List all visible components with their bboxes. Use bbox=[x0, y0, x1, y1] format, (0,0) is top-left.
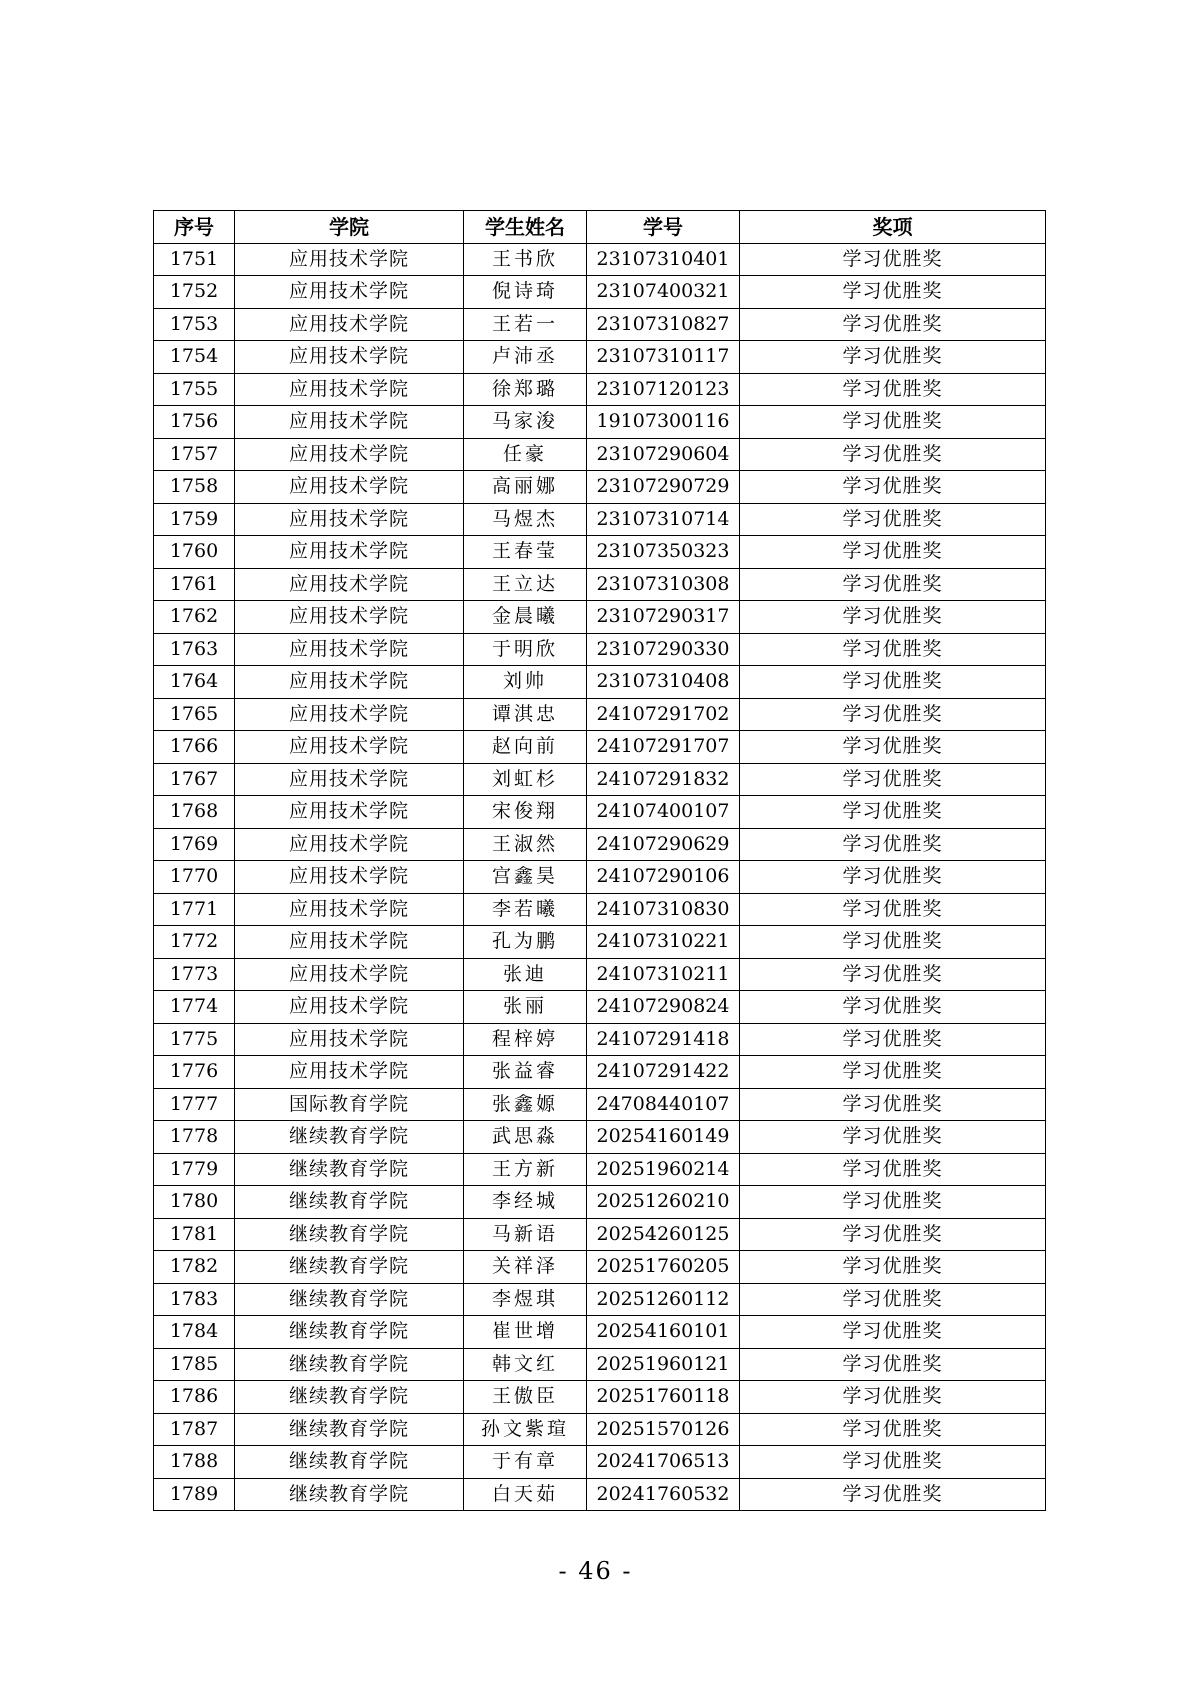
award-cell: 学习优胜奖 bbox=[740, 1251, 1046, 1284]
college-cell: 继续教育学院 bbox=[235, 1446, 464, 1479]
name-cell: 刘帅 bbox=[464, 666, 587, 699]
index-cell: 1783 bbox=[154, 1283, 235, 1316]
table-row bbox=[154, 1316, 1046, 1349]
award-cell: 学习优胜奖 bbox=[740, 406, 1046, 439]
college-cell: 应用技术学院 bbox=[235, 666, 464, 699]
student-id-cell: 20254160149 bbox=[587, 1121, 740, 1154]
table-row bbox=[154, 308, 1046, 341]
college-cell: 继续教育学院 bbox=[235, 1413, 464, 1446]
header-award: 奖项 bbox=[740, 211, 1046, 244]
student-id-cell: 23107290317 bbox=[587, 601, 740, 634]
award-cell: 学习优胜奖 bbox=[740, 276, 1046, 309]
student-id-cell: 24708440107 bbox=[587, 1088, 740, 1121]
table-row bbox=[154, 666, 1046, 699]
name-cell: 关祥泽 bbox=[464, 1251, 587, 1284]
student-id-cell: 23107310117 bbox=[587, 341, 740, 374]
college-cell: 继续教育学院 bbox=[235, 1186, 464, 1219]
college-cell: 继续教育学院 bbox=[235, 1218, 464, 1251]
college-cell: 应用技术学院 bbox=[235, 243, 464, 276]
award-cell: 学习优胜奖 bbox=[740, 731, 1046, 764]
student-id-cell: 23107310714 bbox=[587, 503, 740, 536]
index-cell: 1782 bbox=[154, 1251, 235, 1284]
college-cell: 应用技术学院 bbox=[235, 373, 464, 406]
award-cell: 学习优胜奖 bbox=[740, 503, 1046, 536]
table-row bbox=[154, 861, 1046, 894]
table-row bbox=[154, 926, 1046, 959]
student-id-cell: 23107290330 bbox=[587, 633, 740, 666]
college-cell: 应用技术学院 bbox=[235, 1056, 464, 1089]
student-id-cell: 20241706513 bbox=[587, 1446, 740, 1479]
award-cell: 学习优胜奖 bbox=[740, 1381, 1046, 1414]
student-id-cell: 20251760118 bbox=[587, 1381, 740, 1414]
student-id-cell: 24107290629 bbox=[587, 828, 740, 861]
college-cell: 应用技术学院 bbox=[235, 308, 464, 341]
college-cell: 国际教育学院 bbox=[235, 1088, 464, 1121]
header-student-id: 学号 bbox=[587, 211, 740, 244]
name-cell: 程梓婷 bbox=[464, 1023, 587, 1056]
student-id-cell: 23107310408 bbox=[587, 666, 740, 699]
index-cell: 1770 bbox=[154, 861, 235, 894]
table-row bbox=[154, 276, 1046, 309]
name-cell: 于明欣 bbox=[464, 633, 587, 666]
college-cell: 应用技术学院 bbox=[235, 763, 464, 796]
award-cell: 学习优胜奖 bbox=[740, 763, 1046, 796]
name-cell: 张迪 bbox=[464, 958, 587, 991]
index-cell: 1776 bbox=[154, 1056, 235, 1089]
index-cell: 1755 bbox=[154, 373, 235, 406]
name-cell: 韩文红 bbox=[464, 1348, 587, 1381]
index-cell: 1763 bbox=[154, 633, 235, 666]
table-row bbox=[154, 243, 1046, 276]
student-id-cell: 24107290824 bbox=[587, 991, 740, 1024]
table-row bbox=[154, 1121, 1046, 1154]
name-cell: 金晨曦 bbox=[464, 601, 587, 634]
college-cell: 应用技术学院 bbox=[235, 536, 464, 569]
award-cell: 学习优胜奖 bbox=[740, 568, 1046, 601]
table-row bbox=[154, 471, 1046, 504]
name-cell: 王书欣 bbox=[464, 243, 587, 276]
table-row bbox=[154, 1283, 1046, 1316]
name-cell: 王若一 bbox=[464, 308, 587, 341]
student-id-cell: 24107400107 bbox=[587, 796, 740, 829]
student-id-cell: 20251960121 bbox=[587, 1348, 740, 1381]
college-cell: 继续教育学院 bbox=[235, 1283, 464, 1316]
student-id-cell: 23107310401 bbox=[587, 243, 740, 276]
table-row bbox=[154, 698, 1046, 731]
award-cell: 学习优胜奖 bbox=[740, 1121, 1046, 1154]
table-row bbox=[154, 601, 1046, 634]
name-cell: 王方新 bbox=[464, 1153, 587, 1186]
student-id-cell: 23107120123 bbox=[587, 373, 740, 406]
college-cell: 应用技术学院 bbox=[235, 796, 464, 829]
name-cell: 李若曦 bbox=[464, 893, 587, 926]
index-cell: 1766 bbox=[154, 731, 235, 764]
index-cell: 1789 bbox=[154, 1478, 235, 1511]
name-cell: 刘虹杉 bbox=[464, 763, 587, 796]
award-cell: 学习优胜奖 bbox=[740, 308, 1046, 341]
index-cell: 1753 bbox=[154, 308, 235, 341]
name-cell: 王立达 bbox=[464, 568, 587, 601]
table-row bbox=[154, 1251, 1046, 1284]
name-cell: 赵向前 bbox=[464, 731, 587, 764]
award-cell: 学习优胜奖 bbox=[740, 861, 1046, 894]
college-cell: 应用技术学院 bbox=[235, 568, 464, 601]
student-id-cell: 23107310308 bbox=[587, 568, 740, 601]
college-cell: 应用技术学院 bbox=[235, 341, 464, 374]
student-id-cell: 24107310830 bbox=[587, 893, 740, 926]
student-id-cell: 19107300116 bbox=[587, 406, 740, 439]
index-cell: 1752 bbox=[154, 276, 235, 309]
college-cell: 应用技术学院 bbox=[235, 633, 464, 666]
table-row bbox=[154, 796, 1046, 829]
college-cell: 应用技术学院 bbox=[235, 406, 464, 439]
index-cell: 1788 bbox=[154, 1446, 235, 1479]
index-cell: 1751 bbox=[154, 243, 235, 276]
award-cell: 学习优胜奖 bbox=[740, 471, 1046, 504]
index-cell: 1778 bbox=[154, 1121, 235, 1154]
college-cell: 应用技术学院 bbox=[235, 601, 464, 634]
name-cell: 李煜琪 bbox=[464, 1283, 587, 1316]
table-row bbox=[154, 731, 1046, 764]
student-id-cell: 20251260112 bbox=[587, 1283, 740, 1316]
index-cell: 1777 bbox=[154, 1088, 235, 1121]
college-cell: 应用技术学院 bbox=[235, 503, 464, 536]
name-cell: 马煜杰 bbox=[464, 503, 587, 536]
student-id-cell: 20254160101 bbox=[587, 1316, 740, 1349]
table-header-row bbox=[154, 211, 1046, 244]
table-row bbox=[154, 503, 1046, 536]
name-cell: 马家浚 bbox=[464, 406, 587, 439]
index-cell: 1779 bbox=[154, 1153, 235, 1186]
award-cell: 学习优胜奖 bbox=[740, 633, 1046, 666]
award-cell: 学习优胜奖 bbox=[740, 1283, 1046, 1316]
college-cell: 应用技术学院 bbox=[235, 926, 464, 959]
index-cell: 1774 bbox=[154, 991, 235, 1024]
college-cell: 应用技术学院 bbox=[235, 893, 464, 926]
award-cell: 学习优胜奖 bbox=[740, 1478, 1046, 1511]
award-cell: 学习优胜奖 bbox=[740, 698, 1046, 731]
award-cell: 学习优胜奖 bbox=[740, 601, 1046, 634]
table-row bbox=[154, 763, 1046, 796]
student-id-cell: 20254260125 bbox=[587, 1218, 740, 1251]
index-cell: 1781 bbox=[154, 1218, 235, 1251]
student-id-cell: 24107291832 bbox=[587, 763, 740, 796]
table-row bbox=[154, 536, 1046, 569]
college-cell: 应用技术学院 bbox=[235, 828, 464, 861]
college-cell: 应用技术学院 bbox=[235, 438, 464, 471]
college-cell: 应用技术学院 bbox=[235, 731, 464, 764]
table-row bbox=[154, 1023, 1046, 1056]
index-cell: 1780 bbox=[154, 1186, 235, 1219]
table-row bbox=[154, 991, 1046, 1024]
award-cell: 学习优胜奖 bbox=[740, 1153, 1046, 1186]
name-cell: 武思淼 bbox=[464, 1121, 587, 1154]
student-id-cell: 23107310827 bbox=[587, 308, 740, 341]
index-cell: 1757 bbox=[154, 438, 235, 471]
name-cell: 卢沛丞 bbox=[464, 341, 587, 374]
index-cell: 1767 bbox=[154, 763, 235, 796]
header-student-name: 学生姓名 bbox=[464, 211, 587, 244]
index-cell: 1769 bbox=[154, 828, 235, 861]
award-cell: 学习优胜奖 bbox=[740, 991, 1046, 1024]
table-row bbox=[154, 633, 1046, 666]
name-cell: 崔世增 bbox=[464, 1316, 587, 1349]
award-cell: 学习优胜奖 bbox=[740, 1056, 1046, 1089]
college-cell: 应用技术学院 bbox=[235, 698, 464, 731]
table-row bbox=[154, 893, 1046, 926]
index-cell: 1771 bbox=[154, 893, 235, 926]
name-cell: 张丽 bbox=[464, 991, 587, 1024]
student-id-cell: 23107400321 bbox=[587, 276, 740, 309]
award-cell: 学习优胜奖 bbox=[740, 1316, 1046, 1349]
index-cell: 1773 bbox=[154, 958, 235, 991]
award-cell: 学习优胜奖 bbox=[740, 1186, 1046, 1219]
award-cell: 学习优胜奖 bbox=[740, 1413, 1046, 1446]
college-cell: 继续教育学院 bbox=[235, 1153, 464, 1186]
table-row bbox=[154, 1056, 1046, 1089]
college-cell: 继续教育学院 bbox=[235, 1381, 464, 1414]
name-cell: 张益睿 bbox=[464, 1056, 587, 1089]
college-cell: 应用技术学院 bbox=[235, 991, 464, 1024]
name-cell: 白天茹 bbox=[464, 1478, 587, 1511]
table-row bbox=[154, 828, 1046, 861]
award-cell: 学习优胜奖 bbox=[740, 1446, 1046, 1479]
name-cell: 李经城 bbox=[464, 1186, 587, 1219]
name-cell: 孔为鹏 bbox=[464, 926, 587, 959]
table-row bbox=[154, 373, 1046, 406]
student-id-cell: 24107291422 bbox=[587, 1056, 740, 1089]
college-cell: 应用技术学院 bbox=[235, 958, 464, 991]
header-index: 序号 bbox=[154, 211, 235, 244]
index-cell: 1764 bbox=[154, 666, 235, 699]
name-cell: 张鑫嫄 bbox=[464, 1088, 587, 1121]
index-cell: 1759 bbox=[154, 503, 235, 536]
table-row bbox=[154, 1218, 1046, 1251]
college-cell: 应用技术学院 bbox=[235, 861, 464, 894]
college-cell: 应用技术学院 bbox=[235, 276, 464, 309]
award-cell: 学习优胜奖 bbox=[740, 341, 1046, 374]
student-id-cell: 24107310221 bbox=[587, 926, 740, 959]
table-row bbox=[154, 341, 1046, 374]
award-cell: 学习优胜奖 bbox=[740, 1023, 1046, 1056]
header-college: 学院 bbox=[235, 211, 464, 244]
index-cell: 1772 bbox=[154, 926, 235, 959]
name-cell: 高丽娜 bbox=[464, 471, 587, 504]
student-id-cell: 24107310211 bbox=[587, 958, 740, 991]
award-cell: 学习优胜奖 bbox=[740, 1088, 1046, 1121]
award-cell: 学习优胜奖 bbox=[740, 243, 1046, 276]
page-number: - 46 - bbox=[558, 1557, 633, 1585]
name-cell: 马新语 bbox=[464, 1218, 587, 1251]
name-cell: 宫鑫昊 bbox=[464, 861, 587, 894]
student-id-cell: 23107350323 bbox=[587, 536, 740, 569]
college-cell: 继续教育学院 bbox=[235, 1251, 464, 1284]
student-id-cell: 20251570126 bbox=[587, 1413, 740, 1446]
name-cell: 宋俊翔 bbox=[464, 796, 587, 829]
table-row bbox=[154, 1381, 1046, 1414]
table-row bbox=[154, 1478, 1046, 1511]
award-cell: 学习优胜奖 bbox=[740, 536, 1046, 569]
index-cell: 1775 bbox=[154, 1023, 235, 1056]
college-cell: 继续教育学院 bbox=[235, 1316, 464, 1349]
student-id-cell: 24107291702 bbox=[587, 698, 740, 731]
name-cell: 倪诗琦 bbox=[464, 276, 587, 309]
name-cell: 王淑然 bbox=[464, 828, 587, 861]
student-id-cell: 20251260210 bbox=[587, 1186, 740, 1219]
award-cell: 学习优胜奖 bbox=[740, 926, 1046, 959]
name-cell: 孙文紫瑄 bbox=[464, 1413, 587, 1446]
table-row bbox=[154, 1088, 1046, 1121]
index-cell: 1756 bbox=[154, 406, 235, 439]
name-cell: 王春莹 bbox=[464, 536, 587, 569]
index-cell: 1765 bbox=[154, 698, 235, 731]
table-row bbox=[154, 1413, 1046, 1446]
award-cell: 学习优胜奖 bbox=[740, 438, 1046, 471]
table-row bbox=[154, 1446, 1046, 1479]
award-list-table bbox=[153, 210, 1046, 1511]
index-cell: 1786 bbox=[154, 1381, 235, 1414]
index-cell: 1758 bbox=[154, 471, 235, 504]
college-cell: 继续教育学院 bbox=[235, 1478, 464, 1511]
award-cell: 学习优胜奖 bbox=[740, 958, 1046, 991]
award-cell: 学习优胜奖 bbox=[740, 796, 1046, 829]
index-cell: 1768 bbox=[154, 796, 235, 829]
college-cell: 应用技术学院 bbox=[235, 1023, 464, 1056]
student-id-cell: 23107290604 bbox=[587, 438, 740, 471]
index-cell: 1754 bbox=[154, 341, 235, 374]
table-row bbox=[154, 958, 1046, 991]
name-cell: 谭淇忠 bbox=[464, 698, 587, 731]
name-cell: 任豪 bbox=[464, 438, 587, 471]
award-cell: 学习优胜奖 bbox=[740, 373, 1046, 406]
award-cell: 学习优胜奖 bbox=[740, 1218, 1046, 1251]
index-cell: 1785 bbox=[154, 1348, 235, 1381]
college-cell: 继续教育学院 bbox=[235, 1121, 464, 1154]
award-cell: 学习优胜奖 bbox=[740, 1348, 1046, 1381]
table-row bbox=[154, 568, 1046, 601]
college-cell: 应用技术学院 bbox=[235, 471, 464, 504]
index-cell: 1760 bbox=[154, 536, 235, 569]
student-id-cell: 24107291418 bbox=[587, 1023, 740, 1056]
college-cell: 继续教育学院 bbox=[235, 1348, 464, 1381]
table-row bbox=[154, 1153, 1046, 1186]
student-id-cell: 23107290729 bbox=[587, 471, 740, 504]
name-cell: 王傲臣 bbox=[464, 1381, 587, 1414]
award-cell: 学习优胜奖 bbox=[740, 666, 1046, 699]
award-cell: 学习优胜奖 bbox=[740, 893, 1046, 926]
index-cell: 1761 bbox=[154, 568, 235, 601]
student-id-cell: 24107290106 bbox=[587, 861, 740, 894]
table-row bbox=[154, 1186, 1046, 1219]
index-cell: 1762 bbox=[154, 601, 235, 634]
award-cell: 学习优胜奖 bbox=[740, 828, 1046, 861]
student-id-cell: 20251960214 bbox=[587, 1153, 740, 1186]
student-id-cell: 20251760205 bbox=[587, 1251, 740, 1284]
index-cell: 1784 bbox=[154, 1316, 235, 1349]
student-id-cell: 20241760532 bbox=[587, 1478, 740, 1511]
name-cell: 于有章 bbox=[464, 1446, 587, 1479]
index-cell: 1787 bbox=[154, 1413, 235, 1446]
table-row bbox=[154, 406, 1046, 439]
table-body bbox=[154, 243, 1046, 1511]
table-row bbox=[154, 1348, 1046, 1381]
name-cell: 徐郑璐 bbox=[464, 373, 587, 406]
table-row bbox=[154, 438, 1046, 471]
student-id-cell: 24107291707 bbox=[587, 731, 740, 764]
